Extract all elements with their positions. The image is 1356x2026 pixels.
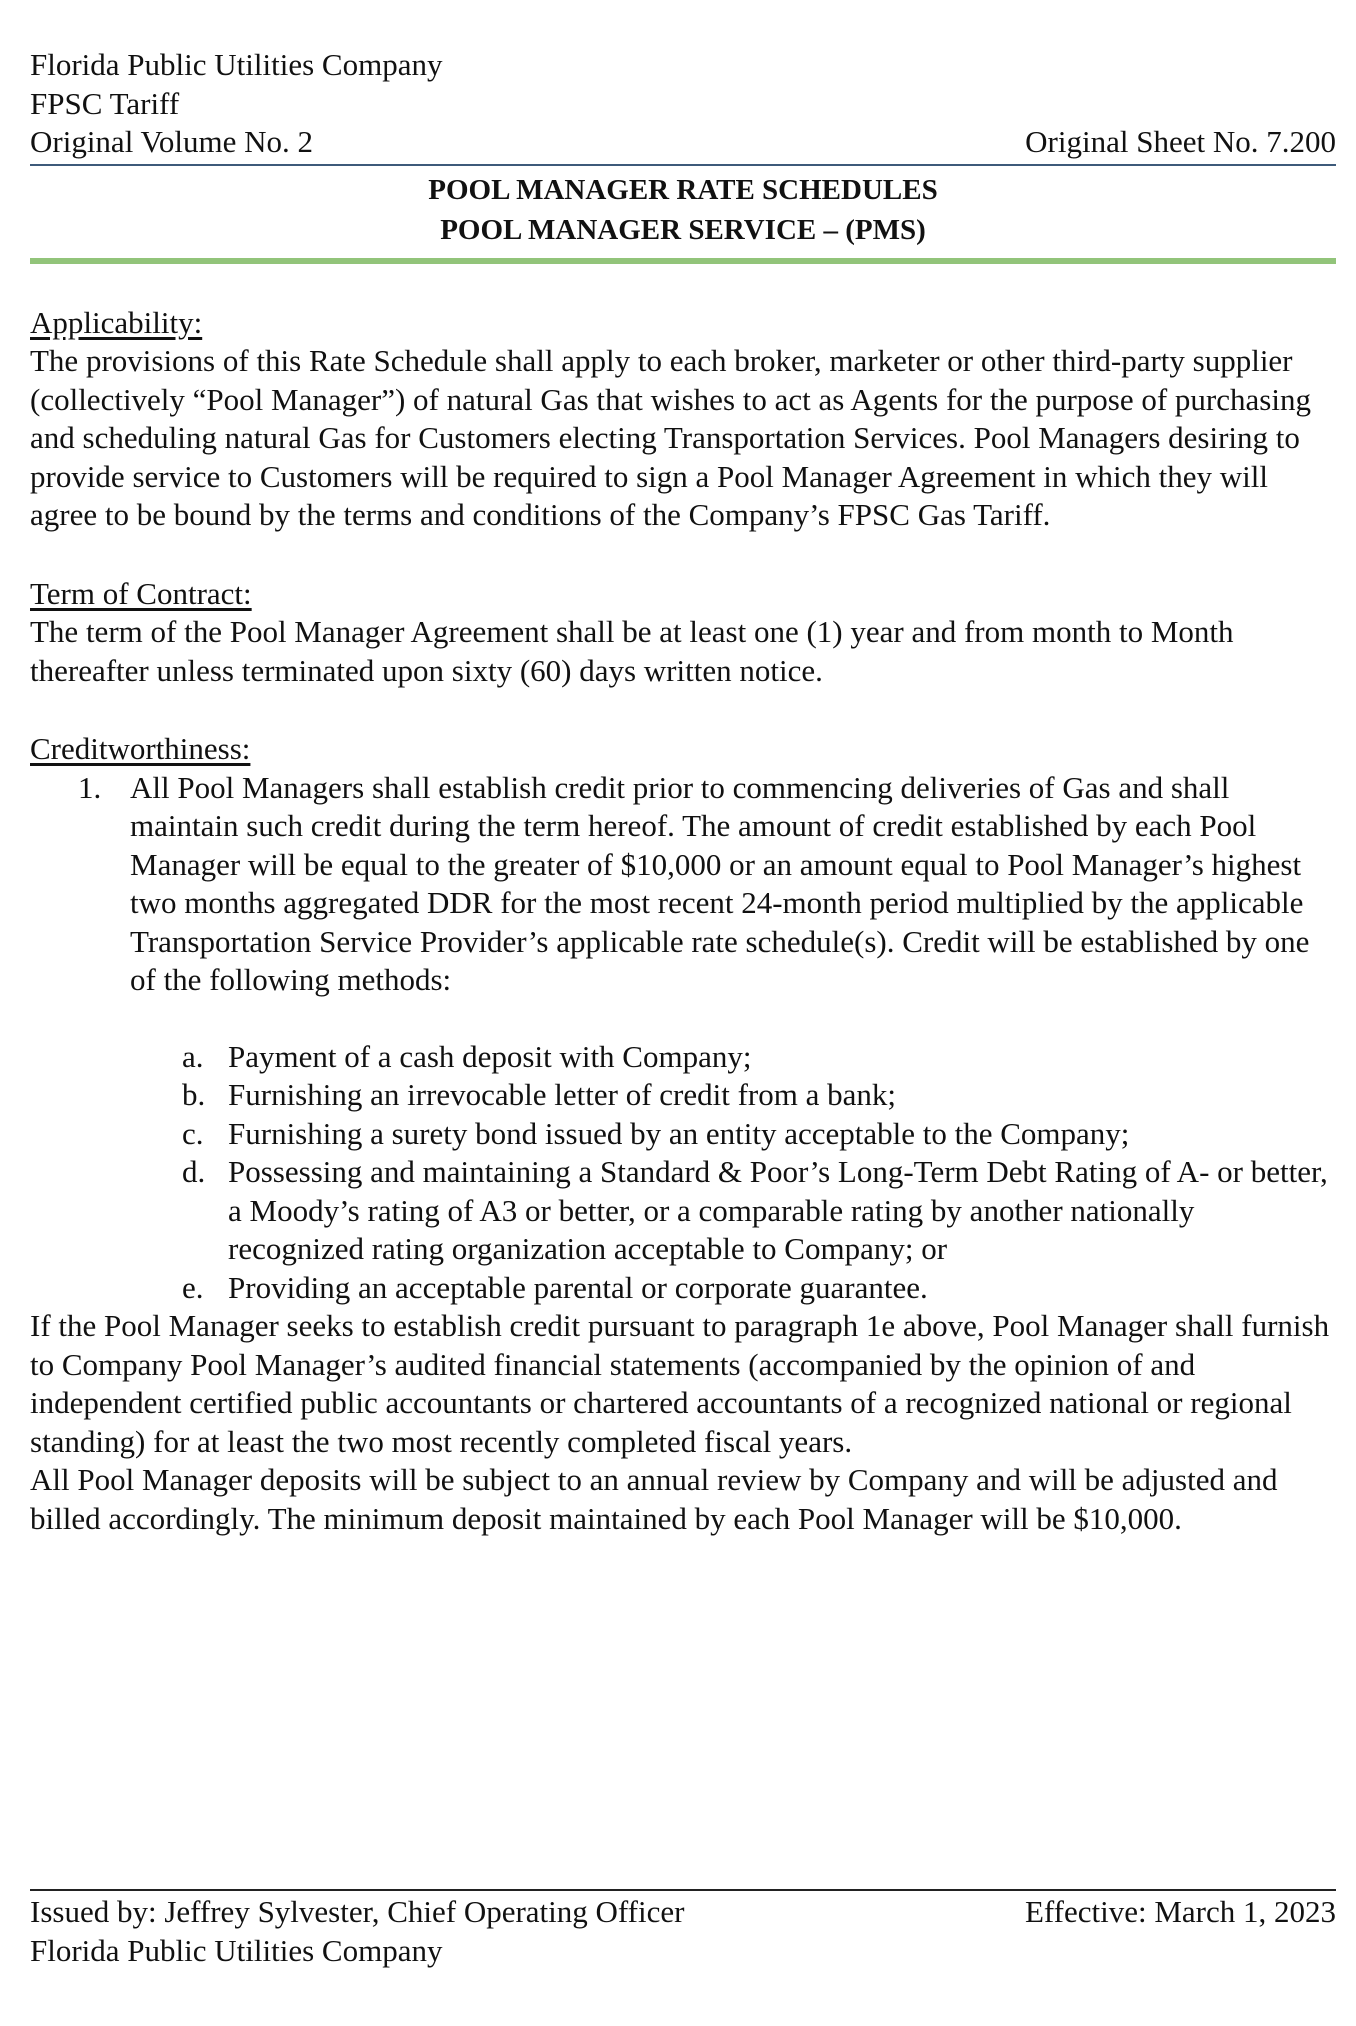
applicability-heading: Applicability: — [30, 304, 203, 340]
method-text: Furnishing a surety bond issued by an entity acceptable to the Company; — [228, 1115, 1130, 1151]
credit-item-1-body — [130, 769, 1336, 1308]
header-company: Florida Public Utilities Company — [30, 47, 443, 82]
credit-item-1 — [78, 769, 1336, 1308]
credit-item-1-label: 1. — [78, 769, 102, 805]
method-label: e. — [182, 1269, 204, 1305]
tariff-page — [30, 46, 1336, 1538]
term-text: The term of the Pool Manager Agreement shall be at least one (1) year and from month to Month thereafter unless terminated upon sixty (60) days written notice. — [30, 614, 1234, 688]
method-text: Payment of a cash deposit with Company; — [228, 1038, 752, 1074]
applicability-text: The provisions of this Rate Schedule shall apply to each broker, marketer or other third-party supplier (collectively “Pool Manager”) of natural Gas that wishes to act as Agents for the purpose of purchasing and scheduling natural Gas for Customers electing Transportation Services. Pool Managers desiring to provide service to Customers will be required to sign a Pool Manager Agreement in which they will agree to be bound by the terms and conditions of the Company’s FPSC Gas Tariff. — [30, 343, 1311, 532]
list-item — [182, 1115, 1336, 1154]
header-volume: Original Volume No. 2 — [30, 124, 314, 159]
applicability-section — [30, 304, 1336, 535]
method-text: Possessing and maintaining a Standard & Poor’s Long-Term Debt Rating of A- or better, a Moody’s rating of A3 or better, or a comparable rating by another nationally recognized rating organization acceptable to Company; or — [228, 1154, 1328, 1266]
method-text: Providing an acceptable parental or corporate guarantee. — [228, 1269, 928, 1305]
list-item — [182, 1038, 1336, 1077]
header-sheet-number: Original Sheet No. 7.200 — [1025, 124, 1336, 159]
list-item — [182, 1153, 1336, 1269]
footer-company: Florida Public Utilities Company — [30, 1932, 443, 1968]
header-tariff: FPSC Tariff — [30, 85, 180, 121]
term-heading: Term of Contract: — [30, 575, 252, 611]
page-footer — [30, 1889, 1336, 1970]
title-line-1: POOL MANAGER RATE SCHEDULES — [428, 173, 938, 206]
creditworthiness-heading: Creditworthiness: — [30, 731, 251, 766]
page-header — [30, 46, 1336, 166]
method-label: c. — [182, 1115, 204, 1151]
document-title — [30, 170, 1336, 264]
title-line-2: POOL MANAGER SERVICE – (PMS) — [440, 213, 926, 246]
footer-issued-row — [30, 1893, 1336, 1932]
term-section — [30, 575, 1336, 691]
credit-item-1-text: All Pool Managers shall establish credit prior to commencing deliveries of Gas and shall maintain such credit during the term hereof. The amount of credit established by each Pool Manager will be equal to the greater of $10,000 or an amount equal to Pool Manager’s highest two months aggregated DDR for the most recent 24-month period multiplied by the applicable Transportation Service Provider’s applicable rate schedule(s). Credit will be established by one of the following methods: — [130, 769, 1310, 997]
credit-methods-list — [130, 1038, 1336, 1308]
footer-issued-by: Issued by: Jeffrey Sylvester, Chief Operating Officer — [30, 1894, 685, 1929]
financial-statements-paragraph: If the Pool Manager seeks to establish credit pursuant to paragraph 1e above, Pool Manager shall furnish to Company Pool Manager’s audited financial statements (accompanied by the opinion of and independent certified public accountants or chartered accountants of a recognized national or regional standing) for at least the two most recently completed fiscal years. — [30, 1308, 1330, 1459]
creditworthiness-section — [30, 730, 1336, 1538]
footer-effective-date: Effective: March 1, 2023 — [1024, 1894, 1336, 1929]
method-label: a. — [182, 1038, 204, 1074]
deposit-review-paragraph: All Pool Manager deposits will be subject to an annual review by Company and will be adjusted and billed accordingly. The minimum deposit maintained by each Pool Manager will be $10,000. — [30, 1462, 1278, 1536]
method-label: d. — [182, 1154, 206, 1189]
header-volume-row — [30, 123, 1336, 166]
list-item — [182, 1076, 1336, 1115]
list-item — [182, 1269, 1336, 1308]
method-text: Furnishing an irrevocable letter of credit from a bank; — [228, 1077, 896, 1112]
method-label: b. — [182, 1077, 206, 1112]
